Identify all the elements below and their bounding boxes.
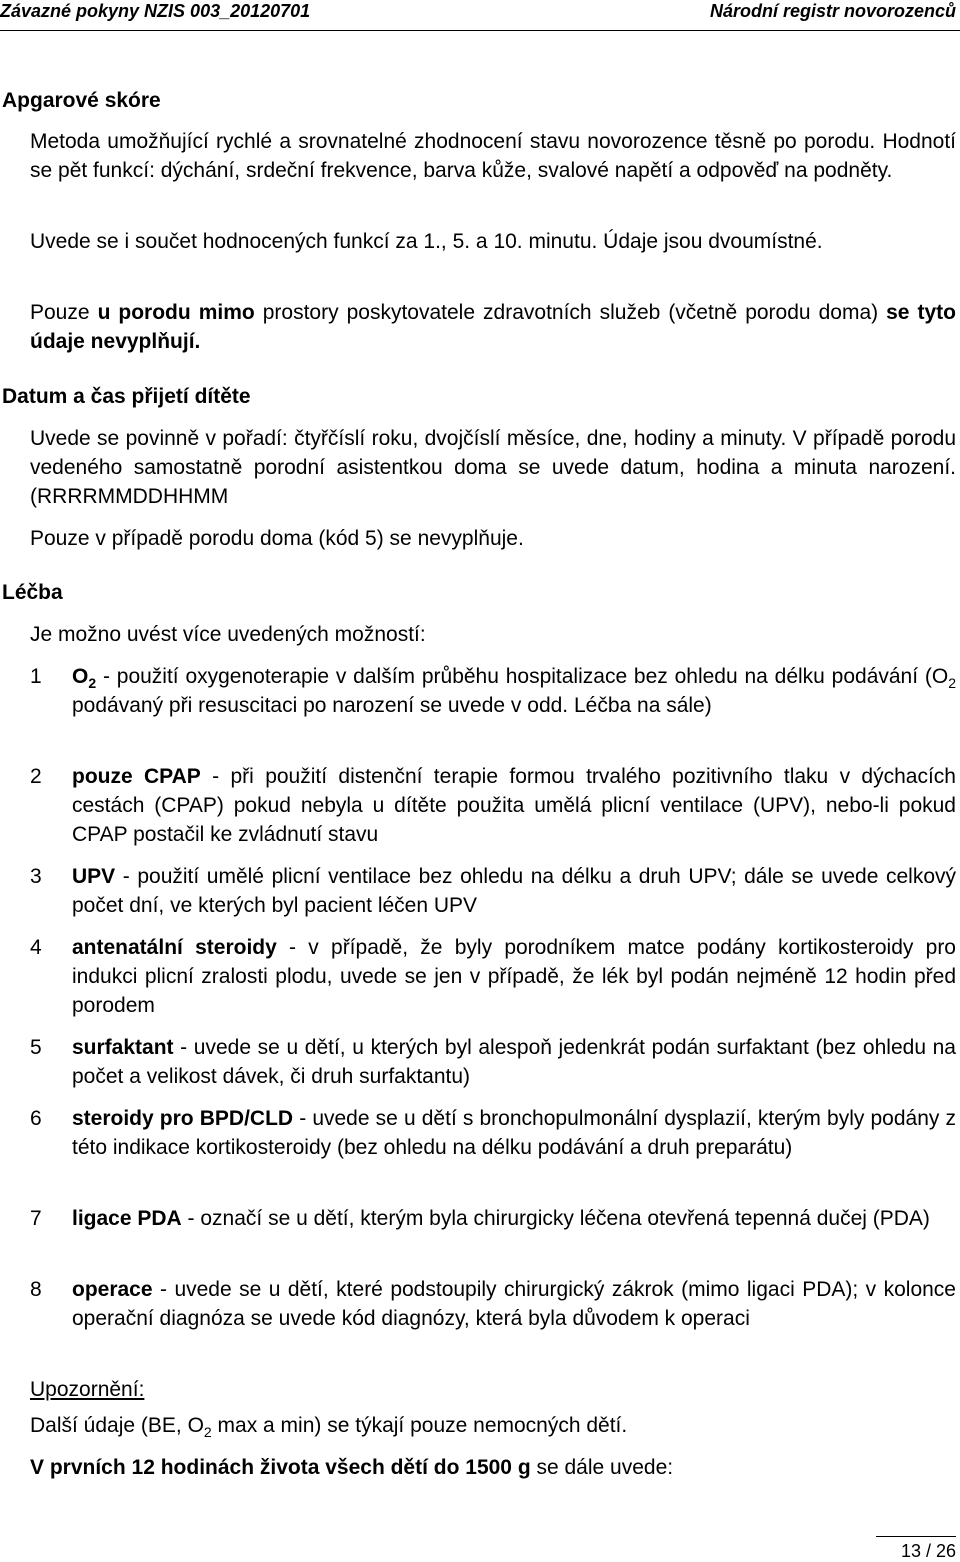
note-line-2-rest: se dále uvede: bbox=[530, 1456, 674, 1479]
apgar-p3-part-c: prostory poskytovatele zdravotních služeb (včetně porodu doma) bbox=[254, 301, 887, 324]
item-term: pouze CPAP bbox=[72, 765, 201, 788]
apgar-p3-part-d: se tyto údaje nevyplňují. bbox=[30, 301, 956, 353]
note-line-2-bold: V prvních 12 hodinách života všech dětí do 1500 g bbox=[30, 1456, 531, 1479]
item-text: - v případě, že byly porodníkem matce podány kortikosteroidy pro indukci plicní zralosti plodu, uvede se jen v případě, že lék byl podán nejméně 12 hodin před porodem bbox=[72, 936, 956, 1017]
apgar-paragraph-3 bbox=[30, 298, 956, 356]
item-number: 3 bbox=[30, 865, 42, 888]
item-term-text: O bbox=[72, 665, 89, 688]
datum-paragraph-1: Uvede se povinně v pořadí: čtyřčíslí roku, dvojčíslí měsíce, dne, hodiny a minuty. V případě porodu vedeného samostatně porodní asistentkou doma se uvede datum, hodina a minuta narození. (RRRRMMDDHHMM bbox=[30, 427, 956, 508]
lecba-intro: Je možno uvést více uvedených možností: bbox=[30, 623, 426, 646]
item-number: 1 bbox=[30, 665, 42, 688]
item-number: 6 bbox=[30, 1107, 42, 1130]
page-header bbox=[0, 0, 960, 31]
section-title-lecba: Léčba bbox=[2, 581, 63, 604]
item-body bbox=[72, 762, 956, 849]
apgar-paragraph-1: Metoda umožňující rychlé a srovnatelné zhodnocení stavu novorozence těsně po porodu. Hodnotí se pět funkcí: dýchání, srdeční frekvence, barva kůže, svalové napětí a odpověď na podněty. bbox=[30, 130, 956, 182]
item-number: 5 bbox=[30, 1036, 42, 1059]
item-text: - uvede se u dětí s bronchopulmonální dysplazií, kterým byly podány z této indikace kortikosteroidy (bez ohledu na délku podávání a druh preparátu) bbox=[72, 1107, 956, 1159]
header-registry-name: Národní registr novorozenců bbox=[709, 1, 956, 21]
item-number: 4 bbox=[30, 936, 42, 959]
apgar-paragraph-2: Uvede se i součet hodnocených funkcí za 1., 5. a 10. minutu. Údaje jsou dvoumístné. bbox=[30, 230, 823, 253]
item-term: UPV bbox=[72, 865, 116, 888]
section-title-datum: Datum a čas přijetí dítěte bbox=[2, 385, 251, 408]
item-number: 8 bbox=[30, 1278, 42, 1301]
item-body bbox=[72, 662, 956, 720]
item-term: operace bbox=[72, 1278, 153, 1301]
item-text: - uvede se u dětí, které podstoupily chirurgický zákrok (mimo ligaci PDA); v kolonce operační diagnóza se uvede kód diagnózy, která byla důvodem k operaci bbox=[72, 1278, 956, 1330]
note-line-1-part-a: Další údaje (BE, O bbox=[30, 1414, 204, 1437]
item-text-cont: podávaný při resuscitaci po narození se uvede v odd. Léčba na sále) bbox=[72, 694, 712, 717]
item-body bbox=[72, 1104, 956, 1162]
apgar-p3-part-a: Pouze bbox=[30, 301, 98, 324]
page-number: 13 / 26 bbox=[876, 1536, 956, 1562]
item-term-subscript: 2 bbox=[88, 675, 97, 691]
item-term: ligace PDA bbox=[72, 1207, 182, 1230]
note-line-1 bbox=[30, 1411, 956, 1440]
note-line-1-part-b: max a min) se týkají pouze nemocných dětí. bbox=[211, 1414, 628, 1437]
item-body bbox=[72, 1275, 956, 1333]
item-text: - uvede se u dětí, u kterých byl alespoň jedenkrát podán surfaktant (bez ohledu na počet a velikost dávek, či druh surfaktantu) bbox=[72, 1036, 956, 1088]
datum-paragraph-2: Pouze v případě porodu doma (kód 5) se nevyplňuje. bbox=[30, 527, 524, 550]
item-term: steroidy pro BPD/CLD bbox=[72, 1107, 294, 1130]
item-term bbox=[72, 665, 97, 691]
item-text-subscript: 2 bbox=[948, 675, 957, 691]
item-number: 7 bbox=[30, 1207, 42, 1230]
item-body bbox=[72, 933, 956, 1020]
item-dash: - bbox=[96, 665, 117, 688]
item-body bbox=[72, 1033, 956, 1091]
item-number: 2 bbox=[30, 765, 42, 788]
item-text: použití oxygenoterapie v dalším průběhu hospitalizace bez ohledu na délku podávání (O bbox=[116, 665, 949, 688]
item-text: - při použití distenční terapie formou trvalého pozitivního tlaku v dýchacích cestách (CPAP) pokud nebyla u dítěte použita umělá plicní ventilace (UPV), nebo-li pokud CPAP postačil ke zvládnutí stavu bbox=[72, 765, 956, 846]
apgar-p3-part-b: u porodu mimo bbox=[97, 301, 255, 324]
item-body bbox=[72, 1204, 956, 1233]
note-title: Upozornění: bbox=[30, 1378, 145, 1401]
section-title-apgar: Apgarové skóre bbox=[2, 89, 161, 112]
note-line-2 bbox=[30, 1453, 956, 1482]
item-term: surfaktant bbox=[72, 1036, 174, 1059]
item-term: antenatální steroidy bbox=[72, 936, 277, 959]
header-document-title: Závazné pokyny NZIS 003_20120701 bbox=[0, 1, 311, 21]
item-text: - označí se u dětí, kterým byla chirurgicky léčena otevřená tepenná dučej (PDA) bbox=[181, 1207, 930, 1230]
note-line-1-subscript: 2 bbox=[203, 1424, 212, 1440]
item-body bbox=[72, 862, 956, 920]
item-text: - použití umělé plicní ventilace bez ohledu na délku a druh UPV; dále se uvede celkový počet dní, ve kterých byl pacient léčen UPV bbox=[72, 865, 956, 917]
